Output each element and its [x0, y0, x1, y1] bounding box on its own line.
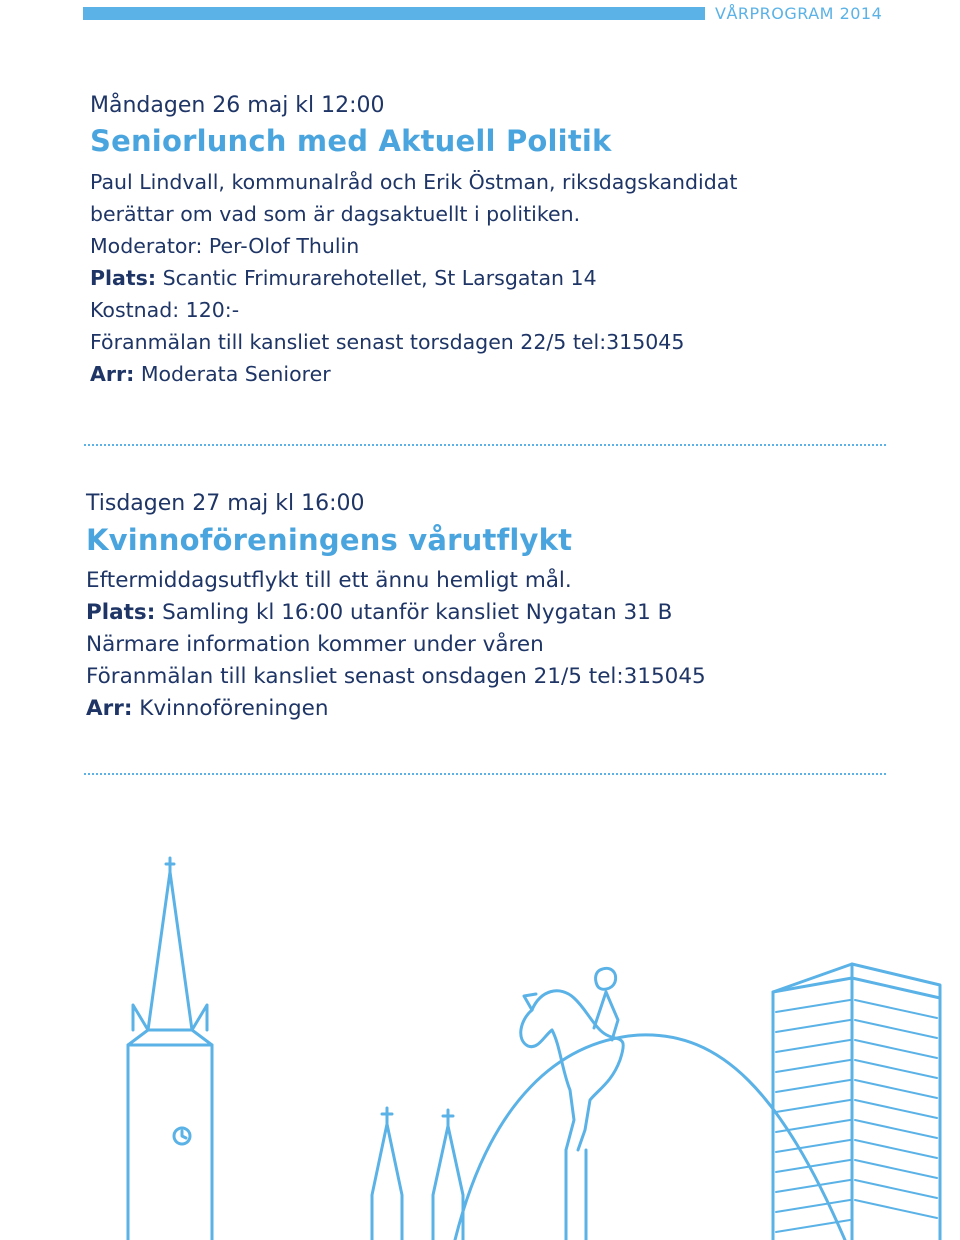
- event-organizer: [86, 693, 706, 725]
- place-value: Scantic Frimurarehotellet, St Larsgatan 14: [156, 266, 597, 290]
- tall-building-icon: [773, 964, 940, 1240]
- header-bar: [83, 7, 705, 20]
- event-date: Måndagen 26 maj kl 12:00: [90, 93, 385, 118]
- event-registration: Föranmälan till kansliet senast torsdagen 22/5 tel:315045: [90, 330, 685, 354]
- event-place: [86, 597, 706, 629]
- program-label: VÅRPROGRAM 2014: [715, 4, 883, 23]
- event-description: Eftermiddagsutflykt till ett ännu hemligt mål.: [86, 568, 572, 593]
- organizer-value: Kvinnoföreningen: [132, 696, 329, 721]
- organizer-value: Moderata Seniorer: [134, 362, 331, 386]
- section-divider: [84, 773, 886, 775]
- equestrian-statue-icon: [521, 968, 623, 1240]
- dome-icon: [455, 1035, 845, 1240]
- event-description: Paul Lindvall, kommunalråd och Erik Östman, riksdagskandidat: [90, 170, 738, 194]
- event-date: Tisdagen 27 maj kl 16:00: [86, 491, 365, 516]
- event-varutflykt: [86, 490, 706, 725]
- event-moderator: Moderator: Per-Olof Thulin: [90, 234, 360, 258]
- event-info: Närmare information kommer under våren: [86, 632, 544, 657]
- event-registration: Föranmälan till kansliet senast onsdagen 21/5 tel:315045: [86, 664, 706, 689]
- city-skyline-illustration: [0, 840, 960, 1240]
- event-place: [90, 262, 737, 294]
- organizer-label: Arr:: [90, 362, 135, 386]
- event-description: berättar om vad som är dagsaktuellt i politiken.: [90, 202, 581, 226]
- event-title: Seniorlunch med Aktuell Politik: [90, 124, 612, 158]
- cathedral-icon: [128, 858, 212, 1240]
- place-label: Plats:: [86, 600, 156, 625]
- place-label: Plats:: [90, 266, 157, 290]
- organizer-label: Arr:: [86, 696, 133, 721]
- event-seniorlunch: [90, 92, 737, 390]
- place-value: Samling kl 16:00 utanför kansliet Nygatan 31 B: [155, 600, 673, 625]
- event-organizer: [90, 358, 737, 390]
- event-cost: Kostnad: 120:-: [90, 298, 240, 322]
- event-title: Kvinnoföreningens vårutflykt: [86, 523, 573, 557]
- section-divider: [84, 444, 886, 446]
- twin-towers-icon: [372, 1108, 463, 1240]
